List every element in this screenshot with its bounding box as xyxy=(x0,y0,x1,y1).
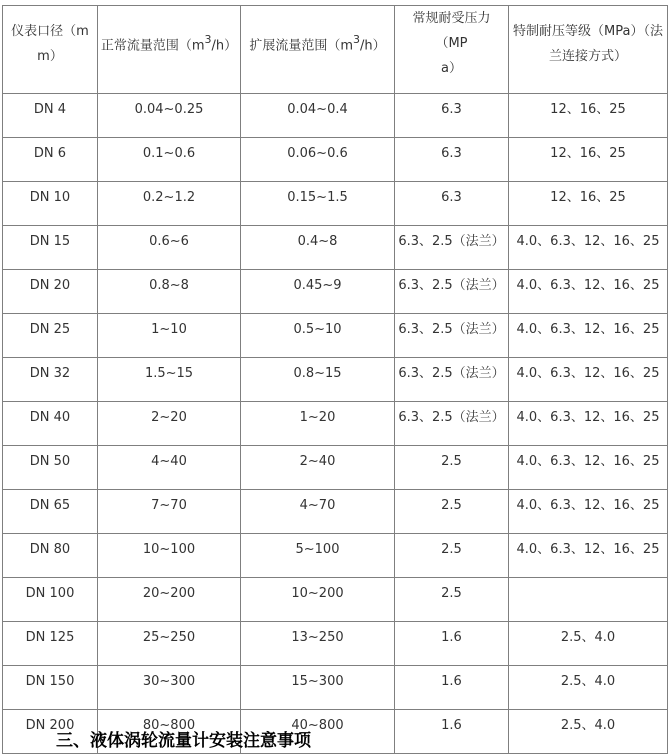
cell-standard-pressure: 6.3、2.5（法兰） xyxy=(395,402,509,446)
cell-standard-pressure: 6.3、2.5（法兰） xyxy=(395,226,509,270)
cell-normal-range: 4~40 xyxy=(98,446,241,490)
cell-diameter: DN 10 xyxy=(3,182,98,226)
cell-extended-range: 5~100 xyxy=(241,534,395,578)
table-row xyxy=(3,666,668,710)
cell-normal-range: 0.6~6 xyxy=(98,226,241,270)
cell-special-pressure: 2.5、4.0 xyxy=(509,666,668,710)
cell-standard-pressure: 2.5 xyxy=(395,446,509,490)
cell-normal-range: 1~10 xyxy=(98,314,241,358)
cell-standard-pressure: 2.5 xyxy=(395,534,509,578)
table-row xyxy=(3,270,668,314)
cell-extended-range: 0.45~9 xyxy=(241,270,395,314)
table-row xyxy=(3,94,668,138)
table-row xyxy=(3,622,668,666)
cell-special-pressure: 4.0、6.3、12、16、25 xyxy=(509,534,668,578)
col-header-special-pressure-line1: 特制耐压等级（MPa）（法 xyxy=(513,23,663,39)
cell-extended-range: 0.04~0.4 xyxy=(241,94,395,138)
col-header-extended-flow-range xyxy=(241,6,395,94)
table-row xyxy=(3,534,668,578)
cell-standard-pressure: 1.6 xyxy=(395,710,509,754)
cell-normal-range: 0.1~0.6 xyxy=(98,138,241,182)
cell-special-pressure: 4.0、6.3、12、16、25 xyxy=(509,314,668,358)
cell-normal-range: 0.8~8 xyxy=(98,270,241,314)
cell-extended-range: 1~20 xyxy=(241,402,395,446)
col-header-normal-flow-range xyxy=(98,6,241,94)
cell-diameter: DN 80 xyxy=(3,534,98,578)
cell-special-pressure: 12、16、25 xyxy=(509,94,668,138)
cell-standard-pressure: 2.5 xyxy=(395,490,509,534)
col-header-special-pressure-rating xyxy=(509,6,668,94)
table-row xyxy=(3,490,668,534)
cell-diameter: DN 6 xyxy=(3,138,98,182)
col-header-normal-flow-suffix: /h） xyxy=(211,38,238,54)
table-row xyxy=(3,182,668,226)
cell-diameter: DN 15 xyxy=(3,226,98,270)
superscript-3: 3 xyxy=(204,33,212,47)
cell-extended-range: 15~300 xyxy=(241,666,395,710)
cell-normal-range: 0.04~0.25 xyxy=(98,94,241,138)
cell-special-pressure: 4.0、6.3、12、16、25 xyxy=(509,490,668,534)
col-header-special-pressure-line2: 兰连接方式） xyxy=(548,48,627,64)
cell-diameter: DN 32 xyxy=(3,358,98,402)
table-row xyxy=(3,578,668,622)
cell-extended-range: 0.5~10 xyxy=(241,314,395,358)
cell-extended-range: 0.8~15 xyxy=(241,358,395,402)
cell-standard-pressure: 2.5 xyxy=(395,578,509,622)
cell-standard-pressure: 6.3、2.5（法兰） xyxy=(395,358,509,402)
cell-special-pressure: 4.0、6.3、12、16、25 xyxy=(509,270,668,314)
cell-diameter: DN 20 xyxy=(3,270,98,314)
cell-special-pressure: 4.0、6.3、12、16、25 xyxy=(509,358,668,402)
cell-normal-range: 1.5~15 xyxy=(98,358,241,402)
cell-standard-pressure: 6.3 xyxy=(395,138,509,182)
cell-standard-pressure: 6.3、2.5（法兰） xyxy=(395,314,509,358)
cell-special-pressure: 4.0、6.3、12、16、25 xyxy=(509,446,668,490)
table-row xyxy=(3,402,668,446)
table-row xyxy=(3,314,668,358)
cell-normal-range: 20~200 xyxy=(98,578,241,622)
cell-standard-pressure: 1.6 xyxy=(395,666,509,710)
cell-special-pressure: 12、16、25 xyxy=(509,138,668,182)
cell-normal-range: 0.2~1.2 xyxy=(98,182,241,226)
cell-special-pressure: 4.0、6.3、12、16、25 xyxy=(509,226,668,270)
col-header-diameter xyxy=(3,6,98,94)
cell-normal-range: 7~70 xyxy=(98,490,241,534)
cell-special-pressure xyxy=(509,578,668,622)
cell-diameter: DN 65 xyxy=(3,490,98,534)
col-header-standard-pressure-line2: a） xyxy=(441,61,462,76)
table-row xyxy=(3,446,668,490)
cell-special-pressure: 2.5、4.0 xyxy=(509,622,668,666)
col-header-normal-flow-prefix: 正常流量范围（m xyxy=(100,38,205,54)
cell-extended-range: 40~800 xyxy=(241,710,395,754)
cell-diameter: DN 50 xyxy=(3,446,98,490)
cell-extended-range: 10~200 xyxy=(241,578,395,622)
cell-diameter: DN 125 xyxy=(3,622,98,666)
col-header-diameter-line2: m） xyxy=(37,48,63,64)
table-row xyxy=(3,358,668,402)
cell-diameter: DN 100 xyxy=(3,578,98,622)
cell-diameter: DN 4 xyxy=(3,94,98,138)
superscript-3: 3 xyxy=(353,33,361,47)
cell-normal-range: 25~250 xyxy=(98,622,241,666)
cell-standard-pressure: 6.3、2.5（法兰） xyxy=(395,270,509,314)
cell-extended-range: 0.15~1.5 xyxy=(241,182,395,226)
col-header-diameter-line1: 仪表口径（m xyxy=(11,23,89,39)
table-row xyxy=(3,226,668,270)
col-header-extended-flow-suffix: /h） xyxy=(360,38,386,54)
cell-normal-range: 80~800 xyxy=(98,710,241,754)
cell-diameter: DN 200 xyxy=(3,710,98,754)
cell-normal-range: 30~300 xyxy=(98,666,241,710)
col-header-standard-pressure xyxy=(395,6,509,94)
cell-special-pressure: 4.0、6.3、12、16、25 xyxy=(509,402,668,446)
cell-extended-range: 0.4~8 xyxy=(241,226,395,270)
cell-special-pressure: 12、16、25 xyxy=(509,182,668,226)
cell-extended-range: 2~40 xyxy=(241,446,395,490)
cell-diameter: DN 150 xyxy=(3,666,98,710)
cell-extended-range: 4~70 xyxy=(241,490,395,534)
col-header-extended-flow-prefix: 扩展流量范围（m xyxy=(249,38,354,54)
cell-extended-range: 0.06~0.6 xyxy=(241,138,395,182)
flowmeter-spec-table xyxy=(2,5,668,754)
clipped-text: 三、液体涡轮流量计安装注意事项 xyxy=(56,731,311,751)
cell-normal-range: 10~100 xyxy=(98,534,241,578)
col-header-standard-pressure-line1: 常规耐受压力（MP xyxy=(412,11,491,51)
clipped-text-fragment xyxy=(56,731,346,751)
table-row xyxy=(3,138,668,182)
cell-standard-pressure: 6.3 xyxy=(395,94,509,138)
cell-special-pressure: 2.5、4.0 xyxy=(509,710,668,754)
cell-extended-range: 13~250 xyxy=(241,622,395,666)
cell-normal-range: 2~20 xyxy=(98,402,241,446)
cell-diameter: DN 40 xyxy=(3,402,98,446)
cell-diameter: DN 25 xyxy=(3,314,98,358)
header-row xyxy=(3,6,668,94)
cell-standard-pressure: 6.3 xyxy=(395,182,509,226)
cell-standard-pressure: 1.6 xyxy=(395,622,509,666)
